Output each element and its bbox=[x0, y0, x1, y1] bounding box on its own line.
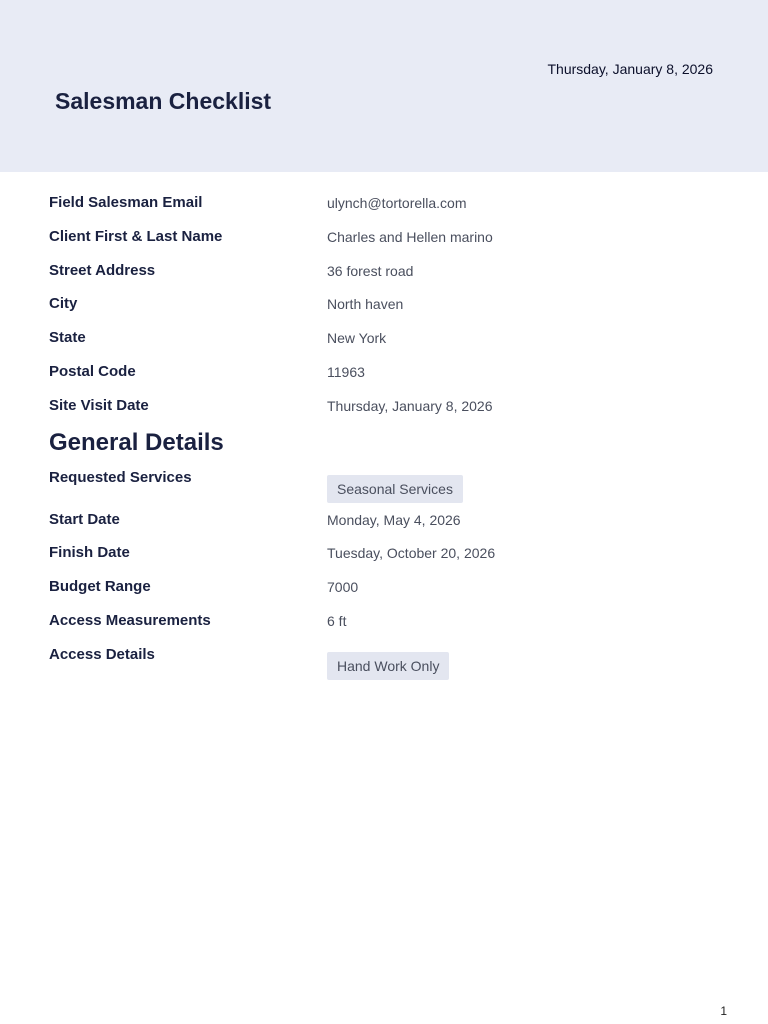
field-row-start-date bbox=[49, 505, 729, 539]
field-row-street-address bbox=[49, 256, 729, 290]
field-row-postal-code bbox=[49, 357, 729, 391]
field-label: Field Salesman Email bbox=[49, 194, 203, 211]
field-row-budget-range bbox=[49, 572, 729, 606]
field-label: Postal Code bbox=[49, 362, 136, 380]
field-label: City bbox=[49, 295, 78, 313]
field-value bbox=[327, 463, 463, 503]
field-row-state bbox=[49, 323, 729, 357]
field-value: 11963 bbox=[327, 363, 365, 380]
field-label: Finish Date bbox=[49, 544, 130, 562]
field-value: Monday, May 4, 2026 bbox=[327, 511, 461, 528]
field-row-city bbox=[49, 289, 729, 323]
field-value bbox=[327, 640, 449, 680]
checklist-fields bbox=[49, 188, 729, 682]
section-heading-general-details: General Details bbox=[49, 428, 224, 456]
field-value: ulynch@tortorella.com bbox=[327, 195, 467, 211]
field-row-requested-services bbox=[49, 463, 729, 505]
access-tag: Hand Work Only bbox=[327, 652, 449, 680]
field-row-salesman-email bbox=[49, 188, 729, 222]
field-label: Site Visit Date bbox=[49, 396, 149, 414]
field-label: State bbox=[49, 329, 86, 347]
field-value: 6 ft bbox=[327, 612, 347, 629]
field-row-access-measurements bbox=[49, 606, 729, 640]
page-number: 1 bbox=[720, 1004, 727, 1018]
field-label: Requested Services bbox=[49, 468, 192, 486]
field-value: Charles and Hellen marino bbox=[327, 228, 493, 245]
field-value: 36 forest road bbox=[327, 262, 414, 279]
header-band bbox=[0, 0, 768, 172]
field-value: 7000 bbox=[327, 579, 359, 596]
field-value: Tuesday, October 20, 2026 bbox=[327, 545, 496, 562]
field-label: Access Details bbox=[49, 645, 155, 663]
service-tag: Seasonal Services bbox=[327, 475, 463, 503]
field-row-finish-date bbox=[49, 538, 729, 572]
field-label: Budget Range bbox=[49, 578, 151, 596]
field-row-access-details bbox=[49, 640, 729, 682]
page-title: Salesman Checklist bbox=[55, 88, 272, 114]
field-label: Street Address bbox=[49, 261, 156, 279]
field-value: Thursday, January 8, 2026 bbox=[327, 397, 493, 414]
header-date: Thursday, January 8, 2026 bbox=[547, 61, 713, 77]
field-value: New York bbox=[327, 330, 387, 347]
field-value: North haven bbox=[327, 296, 404, 313]
field-label: Access Measurements bbox=[49, 611, 211, 629]
field-row-site-visit-date bbox=[49, 391, 729, 425]
field-label: Client First & Last Name bbox=[49, 227, 223, 245]
field-row-client-name bbox=[49, 222, 729, 256]
field-label: Start Date bbox=[49, 510, 120, 528]
